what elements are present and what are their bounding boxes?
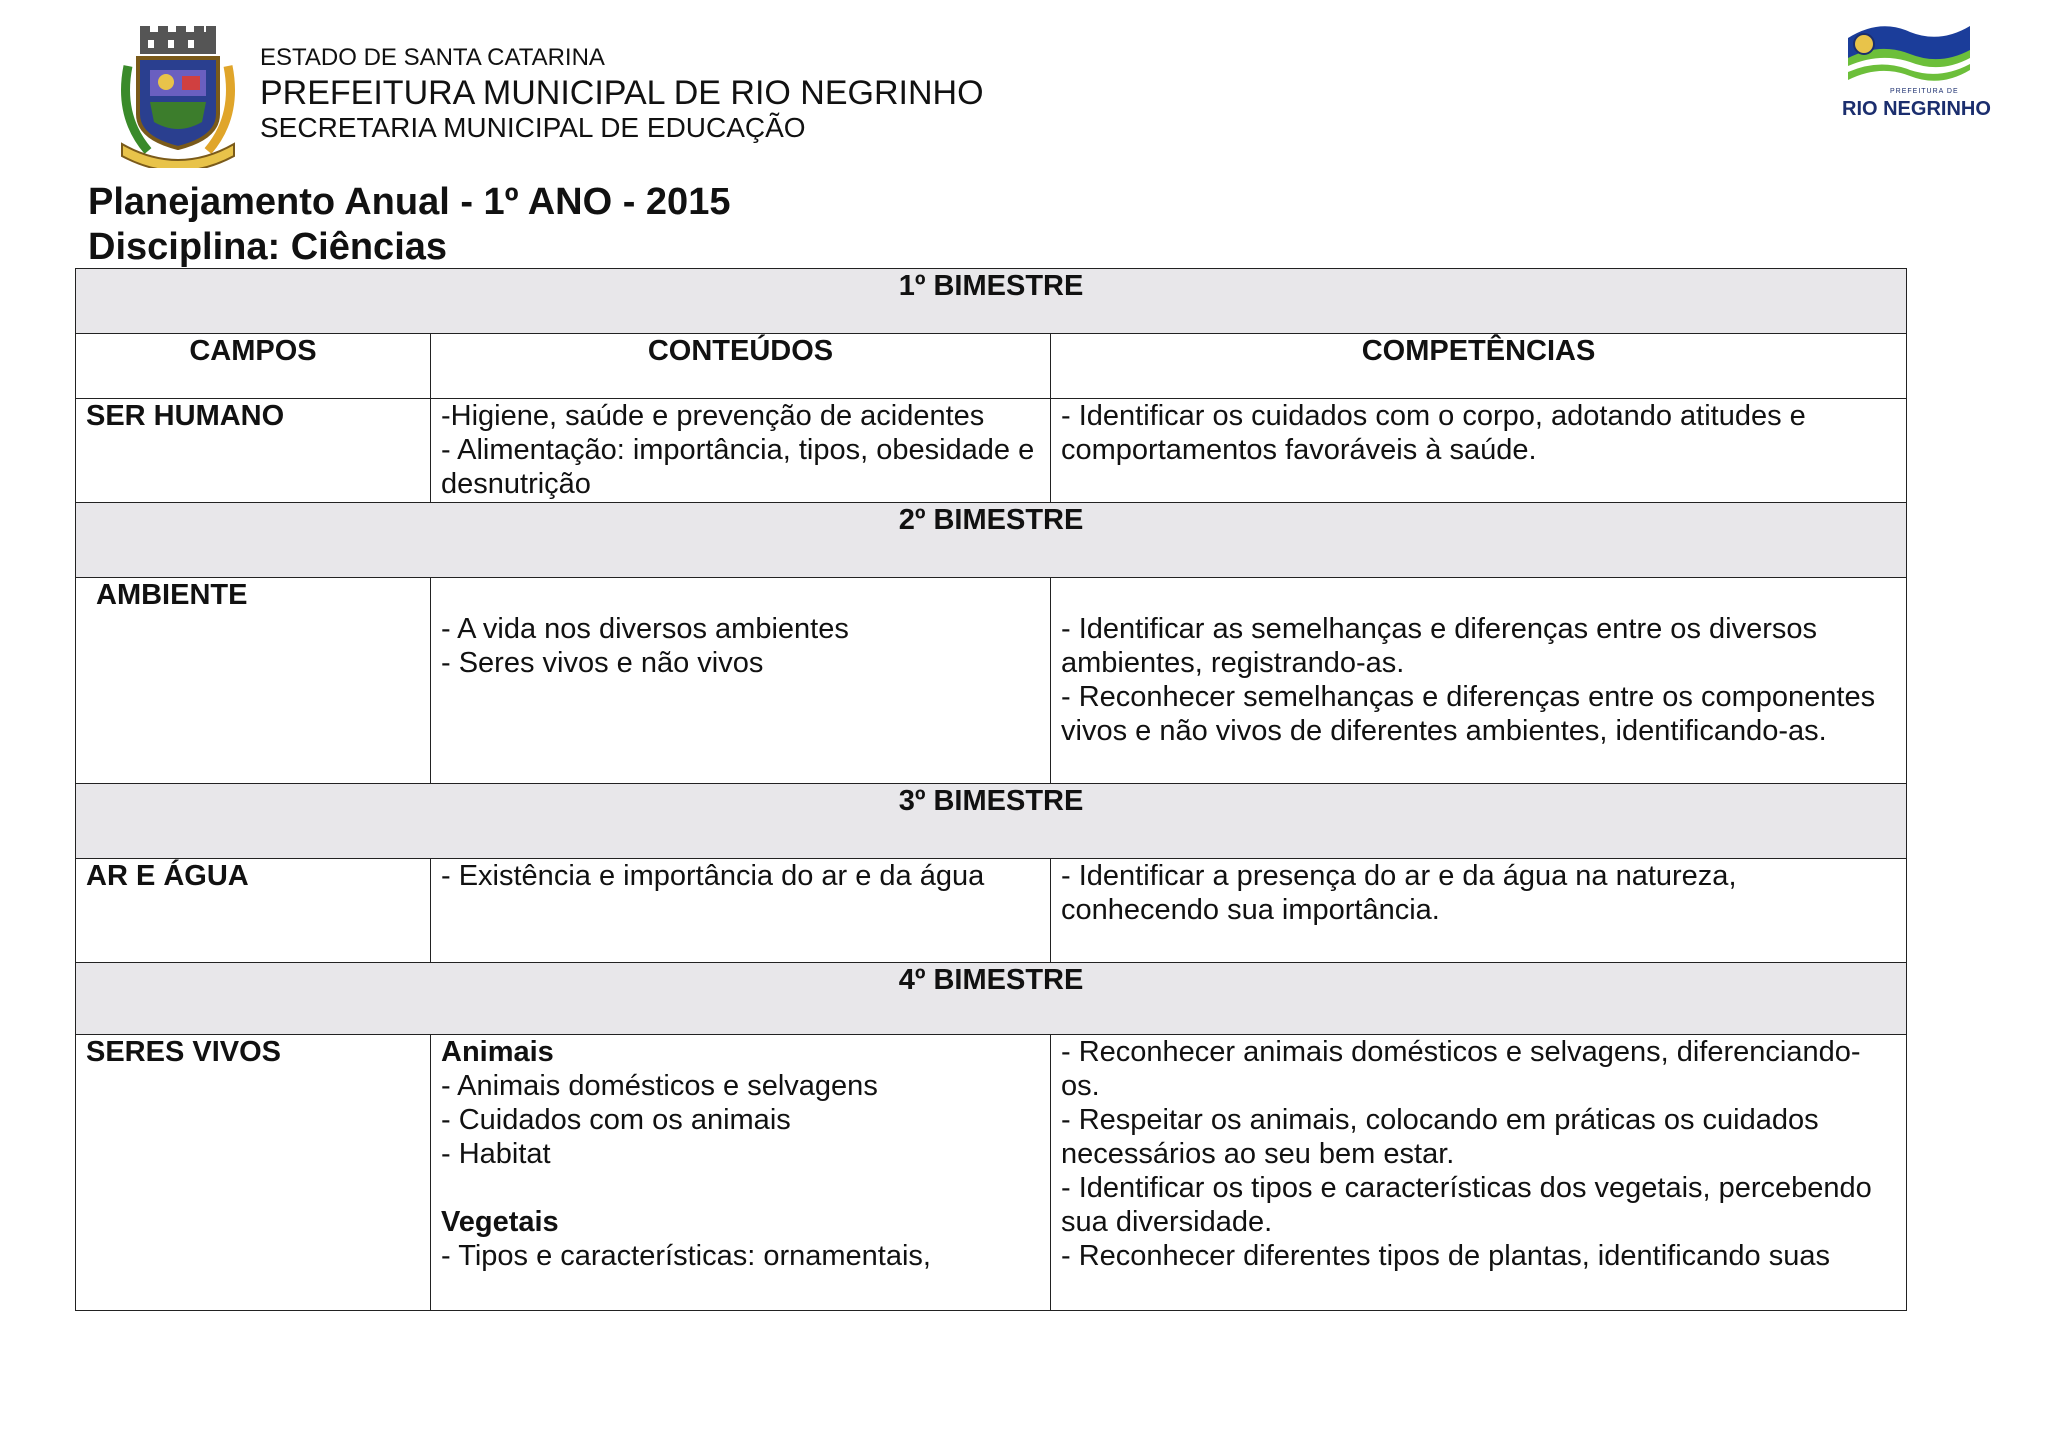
document-title [88,180,730,270]
table-row [76,859,1907,963]
list-item: -Higiene, saúde e prevenção de acidentes [441,400,985,432]
table-row [76,1035,1907,1311]
list-item: - Reconhecer semelhanças e diferenças entre os componentes vivos e não vivos de diferentes ambientes, identificando-as. [1061,681,1876,747]
bimestre-2-row [76,503,1907,578]
competencias-cell [1051,859,1907,963]
header-competencias: COMPETÊNCIAS [1051,334,1907,399]
conteudos-cell [431,399,1051,503]
competencias-cell [1051,578,1907,784]
list-item: - Cuidados com os animais [441,1104,791,1136]
vegetais-heading: Vegetais [441,1206,559,1238]
campo-ser-humano: SER HUMANO [76,399,431,503]
coat-of-arms-icon [118,26,238,168]
list-item: - Tipos e características: ornamentais, [441,1240,931,1272]
header-prefeitura: PREFEITURA MUNICIPAL DE RIO NEGRINHO [260,74,984,112]
planning-table [75,268,1907,1311]
list-item: - Habitat [441,1138,551,1170]
bimestre-1-row [76,269,1907,334]
list-item: - Alimentação: importância, tipos, obesidade e desnutrição [441,434,1035,500]
list-item: - Respeitar os animais, colocando em práticas os cuidados necessários ao seu bem estar. [1061,1104,1819,1170]
prefeitura-logo [1840,18,1991,128]
competencias-cell [1051,399,1907,503]
header-state: ESTADO DE SANTA CATARINA [260,44,605,71]
list-item: - Animais domésticos e selvagens [441,1070,878,1102]
list-item: - Existência e importância do ar e da água [441,860,985,892]
bimestre-4-title: 4º BIMESTRE [76,963,1907,1035]
table-row [76,578,1907,784]
competencias-cell [1051,1035,1907,1311]
column-header-row [76,334,1907,399]
logo-label: RIO NEGRINHO [1842,98,1991,120]
list-item: - Reconhecer diferentes tipos de plantas, identificando suas [1061,1240,1830,1272]
campo-seres-vivos: SERES VIVOS [76,1035,431,1311]
conteudos-cell [431,1035,1051,1311]
list-item: - Identificar os tipos e características dos vegetais, percebendo sua diversidade. [1061,1172,1872,1238]
spacer [441,1171,1040,1205]
list-item: - Identificar os cuidados com o corpo, adotando atitudes e comportamentos favoráveis à saúde. [1061,400,1806,466]
bimestre-1-title: 1º BIMESTRE [76,269,1907,334]
campo-ar-e-agua: AR E ÁGUA [76,859,431,963]
header-campos: CAMPOS [76,334,431,399]
header [260,44,984,144]
bimestre-2-title: 2º BIMESTRE [76,503,1907,578]
flag-logo-icon [1840,18,1980,98]
logo-subtitle: PREFEITURA DE [1890,88,1959,95]
conteudos-cell [431,578,1051,784]
header-conteudos: CONTEÚDOS [431,334,1051,399]
bimestre-3-row [76,784,1907,859]
animais-heading: Animais [441,1036,554,1068]
list-item: - Identificar as semelhanças e diferenças entre os diversos ambientes, registrando-as. [1061,613,1817,679]
title-line-2: Disciplina: Ciências [88,226,448,268]
conteudos-cell [431,859,1051,963]
bimestre-3-title: 3º BIMESTRE [76,784,1907,859]
list-item: - A vida nos diversos ambientes [441,613,849,645]
list-item: - Identificar a presença do ar e da água na natureza, conhecendo sua importância. [1061,860,1737,926]
title-line-1: Planejamento Anual - 1º ANO - 2015 [88,181,731,223]
bimestre-4-row [76,963,1907,1035]
list-item: - Reconhecer animais domésticos e selvagens, diferenciando-os. [1061,1036,1861,1102]
list-item: - Seres vivos e não vivos [441,647,764,679]
table-row [76,399,1907,503]
header-secretaria: SECRETARIA MUNICIPAL DE EDUCAÇÃO [260,112,806,143]
campo-ambiente: AMBIENTE [76,578,431,784]
